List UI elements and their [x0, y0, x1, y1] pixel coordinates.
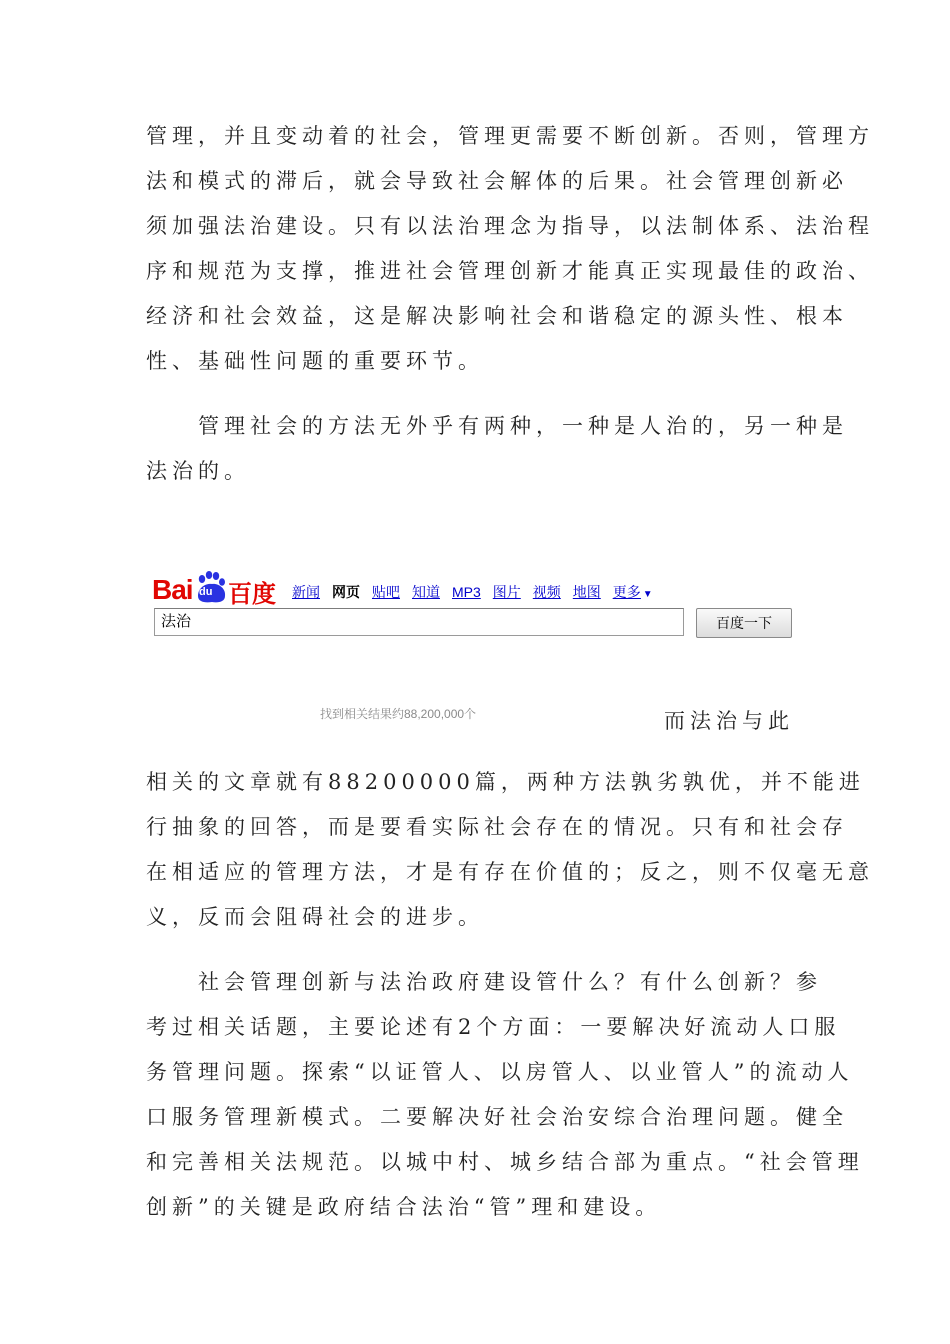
- result-count: 找到相关结果约88,200,000个: [320, 707, 477, 721]
- text-line: 和完善相关法规范。以城中村、城乡结合部为重点。“社会管理: [146, 1150, 864, 1174]
- text-line: 口服务管理新模式。二要解决好社会治安综合治理问题。健全: [146, 1105, 848, 1129]
- text-line: 管理，并且变动着的社会，管理更需要不断创新。否则，管理方: [146, 124, 874, 148]
- text-line: 在相适应的管理方法，才是有存在价值的；反之，则不仅毫无意: [146, 860, 874, 884]
- nav-zhidao[interactable]: 知道: [412, 584, 440, 600]
- nav-web[interactable]: 网页: [332, 584, 360, 600]
- nav-more-label: 更多: [612, 584, 641, 600]
- logo-text-latin: Bai: [152, 574, 193, 605]
- nav-more[interactable]: [613, 584, 653, 600]
- baidu-logo[interactable]: [152, 570, 276, 606]
- nav-news[interactable]: 新闻: [292, 584, 320, 600]
- text-line: 相关的文章就有88200000篇，两种方法孰劣孰优，并不能进: [146, 770, 865, 794]
- text-line: 行抽象的回答，而是要看实际社会存在的情况。只有和社会存: [146, 815, 848, 839]
- text-line: 管理社会的方法无外乎有两种，一种是人治的，另一种是: [198, 414, 848, 438]
- text-line: 社会管理创新与法治政府建设管什么？有什么创新？参: [198, 970, 822, 994]
- text-line: 性、基础性问题的重要环节。: [146, 349, 484, 373]
- text-line: 法和模式的滞后，就会导致社会解体的后果。社会管理创新必: [146, 169, 848, 193]
- search-input[interactable]: 法治: [154, 608, 684, 636]
- text-line: 义，反而会阻碍社会的进步。: [146, 905, 484, 929]
- text-line: 考过相关话题，主要论述有2个方面：一要解决好流动人口服: [146, 1015, 841, 1039]
- text-line: 序和规范为支撑，推进社会管理创新才能真正实现最佳的政治、: [146, 259, 874, 283]
- nav-mp3[interactable]: MP3: [452, 584, 481, 600]
- text-line: 务管理问题。探索“以证管人、以房管人、以业管人”的流动人: [146, 1060, 854, 1084]
- baidu-search-screenshot: [152, 560, 812, 730]
- logo-text-du: du: [199, 586, 213, 598]
- dropdown-arrow-icon: ▼: [642, 589, 653, 600]
- nav-images[interactable]: 图片: [492, 584, 521, 600]
- text-line: 而法治与此: [664, 709, 794, 733]
- text-line: 法治的。: [146, 459, 250, 483]
- nav-tieba[interactable]: 贴吧: [372, 584, 400, 600]
- logo-text-chinese: 百度: [228, 581, 276, 608]
- text-line: 须加强法治建设。只有以法治理念为指导，以法制体系、法治程: [146, 214, 874, 238]
- nav-video[interactable]: 视频: [532, 584, 561, 600]
- nav-map[interactable]: 地图: [572, 584, 601, 600]
- search-nav: [292, 582, 665, 602]
- text-line: 经济和社会效益，这是解决影响社会和谐稳定的源头性、根本: [146, 304, 848, 328]
- search-button[interactable]: 百度一下: [696, 608, 792, 638]
- text-line: 创新”的关键是政府结合法治“管”理和建设。: [146, 1195, 662, 1219]
